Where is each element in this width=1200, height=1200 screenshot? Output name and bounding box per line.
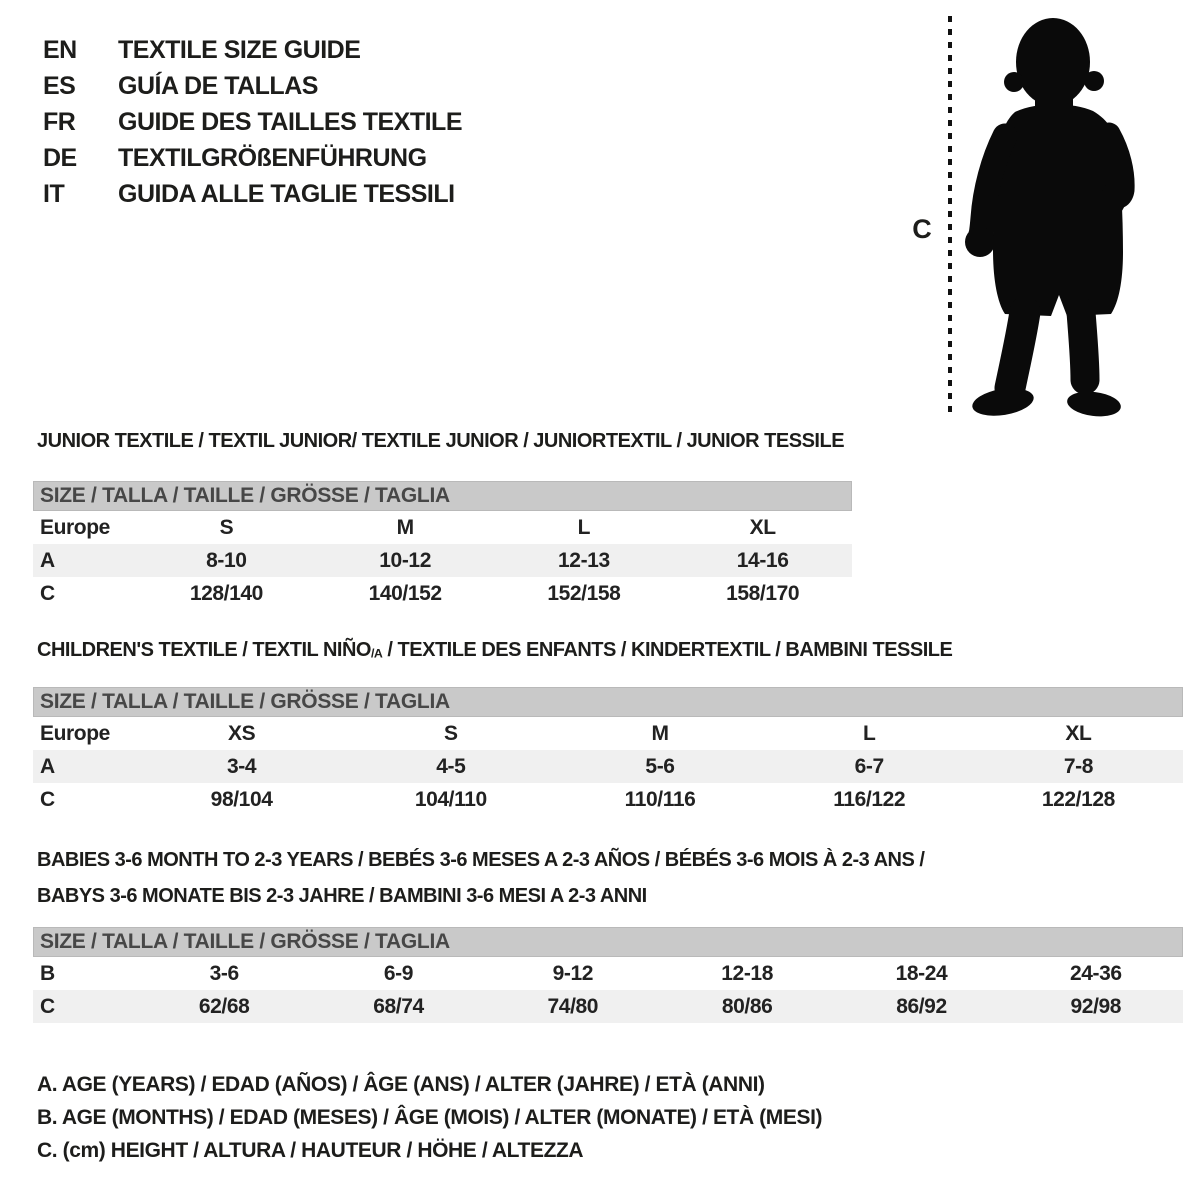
table-cell: 3-4 (227, 754, 257, 778)
table-cell: 74/80 (547, 994, 599, 1018)
table-cell: 92/98 (1070, 994, 1122, 1018)
table-row-europe (33, 717, 1183, 750)
size-header-cell: S (444, 721, 458, 745)
table-row-europe (33, 511, 852, 544)
language-row (43, 68, 462, 104)
table-row-height (33, 783, 1183, 816)
table-cell: 6-7 (854, 754, 884, 778)
legend-line-c: C. (cm) HEIGHT / ALTURA / HAUTEUR / HÖHE / ALTEZZA (37, 1139, 584, 1162)
table-cell: 122/128 (1041, 787, 1115, 811)
language-code: ES (43, 71, 76, 100)
children-title-post: / TEXTILE DES ENFANTS / KINDERTEXTIL / BAMBINI TESSILE (382, 639, 953, 661)
legend-line-a: A. AGE (YEARS) / EDAD (AÑOS) / ÂGE (ANS) / ALTER (JAHRE) / ETÀ (ANNI) (37, 1073, 765, 1096)
table-cell: 12-18 (721, 961, 773, 985)
babies-title-line1: BABIES 3-6 MONTH TO 2-3 YEARS / BEBÉS 3-6 MESES A 2-3 AÑOS / BÉBÉS 3-6 MOIS À 2-3 ANS / (37, 849, 925, 871)
table-cell: 80/86 (721, 994, 773, 1018)
table-cell: 110/116 (624, 787, 696, 811)
table-cell: 104/110 (414, 787, 487, 811)
measurement-legend (37, 1068, 822, 1167)
table-cell: 18-24 (895, 961, 948, 985)
row-label: Europe (40, 721, 110, 745)
size-header-cell: L (577, 515, 591, 539)
table-row-age (33, 544, 852, 577)
size-header-cell: XL (1065, 721, 1092, 745)
size-header-cell: M (396, 515, 414, 539)
size-header-bar: SIZE / TALLA / TAILLE / GRÖSSE / TAGLIA (33, 687, 1183, 717)
table-cell: 152/158 (547, 581, 621, 605)
babies-section-title (37, 842, 1037, 914)
size-header-cell: XS (227, 721, 256, 745)
table-cell: 68/74 (373, 994, 424, 1018)
legend-line-b: B. AGE (MONTHS) / EDAD (MESES) / ÂGE (MOIS) / ALTER (MONATE) / ETÀ (MESI) (37, 1106, 823, 1129)
table-cell: 5-6 (645, 754, 675, 778)
table-cell: 128/140 (189, 581, 263, 605)
table-cell: 24-36 (1069, 961, 1122, 985)
child-silhouette-icon (963, 14, 1137, 425)
babies-size-table (33, 927, 1183, 1023)
table-cell: 6-9 (383, 961, 414, 985)
table-cell: 7-8 (1063, 754, 1093, 778)
table-cell: 10-12 (379, 548, 431, 572)
language-code: IT (43, 179, 65, 208)
language-code: DE (43, 143, 77, 172)
junior-size-table (33, 481, 852, 610)
children-title-sub: /A (370, 646, 383, 661)
row-label: C (40, 787, 55, 811)
size-header-cell: M (651, 721, 669, 745)
row-label: C (40, 581, 55, 605)
table-row-age-months (33, 957, 1183, 990)
table-cell: 12-13 (558, 548, 610, 572)
children-title-pre: CHILDREN'S TEXTILE / TEXTIL NIÑO (37, 639, 371, 661)
guide-title: TEXTILE SIZE GUIDE (118, 35, 361, 64)
size-header-cell: XL (749, 515, 776, 539)
table-cell: 62/68 (198, 994, 250, 1018)
table-cell: 4-5 (436, 754, 466, 778)
junior-section-title: JUNIOR TEXTILE / TEXTIL JUNIOR/ TEXTILE JUNIOR / JUNIORTEXTIL / JUNIOR TESSILE (37, 430, 845, 452)
table-cell: 9-12 (552, 961, 594, 985)
language-title-list (43, 32, 462, 212)
measure-label-c: C (912, 214, 932, 244)
row-label: B (40, 961, 55, 985)
table-row-height (33, 577, 852, 610)
size-header-cell: L (862, 721, 876, 745)
guide-title: TEXTILGRÖßENFÜHRUNG (118, 143, 427, 172)
table-cell: 14-16 (736, 548, 789, 572)
table-cell: 158/170 (726, 581, 800, 605)
children-size-table (33, 687, 1183, 816)
language-row (43, 140, 462, 176)
table-row-age (33, 750, 1183, 783)
language-row (43, 104, 462, 140)
row-label: A (40, 548, 55, 572)
babies-title-line2: BABYS 3-6 MONATE BIS 2-3 JAHRE / BAMBINI 3-6 MESI A 2-3 ANNI (37, 885, 647, 907)
height-measure-line-icon (946, 16, 954, 423)
guide-title: GUIDE DES TAILLES TEXTILE (118, 107, 463, 136)
table-cell: 116/122 (833, 787, 906, 811)
size-header-bar: SIZE / TALLA / TAILLE / GRÖSSE / TAGLIA (33, 927, 1183, 957)
children-section-title (37, 639, 952, 662)
table-cell: 140/152 (368, 581, 442, 605)
row-label: Europe (40, 515, 110, 539)
language-code: EN (43, 35, 77, 64)
size-header-cell: S (219, 515, 234, 539)
row-label: A (40, 754, 55, 778)
table-cell: 8-10 (206, 548, 247, 572)
language-code: FR (43, 107, 76, 136)
language-row (43, 176, 462, 212)
guide-title: GUÍA DE TALLAS (118, 71, 318, 100)
table-cell: 98/104 (210, 787, 273, 811)
table-cell: 3-6 (209, 961, 239, 985)
guide-title: GUIDA ALLE TAGLIE TESSILI (118, 179, 455, 208)
table-cell: 86/92 (896, 994, 947, 1018)
size-header-bar: SIZE / TALLA / TAILLE / GRÖSSE / TAGLIA (33, 481, 852, 511)
row-label: C (40, 994, 55, 1018)
table-row-height (33, 990, 1183, 1023)
language-row (43, 32, 462, 68)
